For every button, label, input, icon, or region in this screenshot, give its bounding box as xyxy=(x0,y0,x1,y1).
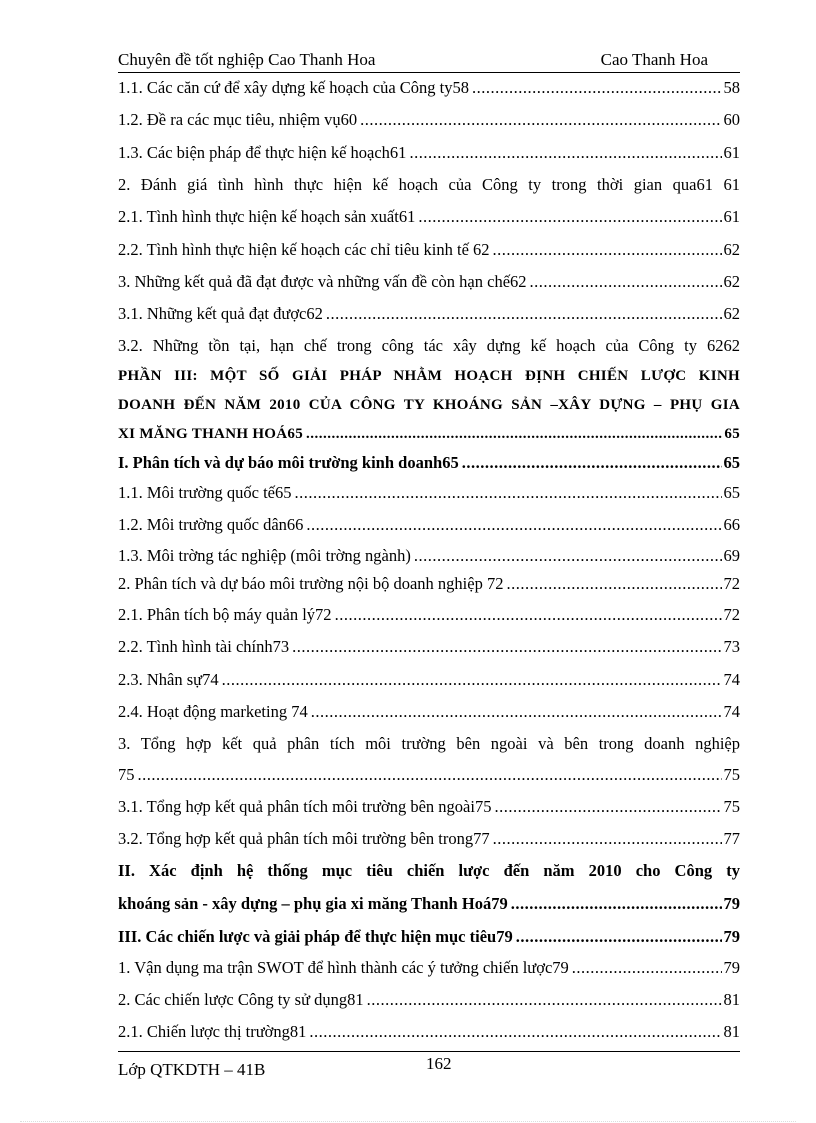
toc-entry[interactable]: 2.3. Nhân sự74 ..... 74 xyxy=(118,670,740,690)
toc-entry[interactable]: 2.1. Tình hình thực hiện kế hoạch sản xuất61 ..... 61 xyxy=(118,207,740,227)
toc-part-heading[interactable]: DOANH ĐẾN NĂM 2010 CỦA CÔNG TY KHOÁNG SẢN –XÂY DỰNG – PHỤ GIA xyxy=(118,397,740,413)
toc-entry[interactable]: 3. Những kết quả đã đạt được và những vấn đề còn hạn chế62 ..... 62 xyxy=(118,272,740,292)
toc-entry[interactable]: 3. Tổng hợp kết quả phân tích môi trường bên ngoài và bên trong doanh nghiệp xyxy=(118,734,740,753)
toc-entry[interactable]: 3.2. Tổng hợp kết quả phân tích môi trường bên trong77 ..... 77 xyxy=(118,829,740,849)
toc-entry[interactable]: 2.2. Tình hình tài chính73 ..... 73 xyxy=(118,637,740,657)
toc-entry[interactable]: 2.1. Chiến lược thị trường81 ..... 81 xyxy=(118,1022,740,1042)
toc-entry[interactable]: 2.2. Tình hình thực hiện kế hoạch các chỉ tiêu kinh tế 62 ..... 62 xyxy=(118,240,740,260)
toc-part-heading[interactable]: PHẦN III: MỘT SỐ GIẢI PHÁP NHẰM HOẠCH ĐỊNH CHIẾN LƯỢC KINH xyxy=(118,368,740,384)
toc-entry[interactable]: 1.3. Các biện pháp để thực hiện kế hoạch61 ..... 61 xyxy=(118,143,740,163)
toc-section-heading[interactable]: I. Phân tích và dự báo môi trường kinh doanh65 ..... 65 xyxy=(118,453,740,473)
toc-entry[interactable]: 2. Phân tích và dự báo môi trường nội bộ doanh nghiệp 72 ..... 72 xyxy=(118,574,740,594)
toc-section-heading[interactable]: khoáng sản - xây dựng – phụ gia xi măng Thanh Hoá79 ..... 79 xyxy=(118,894,740,914)
header-title: Chuyên đề tốt nghiệp Cao Thanh Hoa xyxy=(118,50,376,69)
page-edge-divider xyxy=(20,1121,796,1122)
toc-entry[interactable]: 2.1. Phân tích bộ máy quản lý72 ..... 72 xyxy=(118,605,740,625)
toc-part-heading[interactable]: XI MĂNG THANH HOÁ65 ..... 65 xyxy=(118,424,740,444)
footer-page-number: 162 xyxy=(426,1054,452,1073)
toc-entry[interactable]: 1. Vận dụng ma trận SWOT để hình thành các ý tưởng chiến lược79 ..... 79 xyxy=(118,958,740,978)
toc-entry[interactable]: 2. Các chiến lược Công ty sử dụng81 ..... 81 xyxy=(118,990,740,1010)
footer-class-label: Lớp QTKDTH – 41B xyxy=(118,1060,266,1079)
toc-entry[interactable]: 1.3. Môi trờng tác nghiệp (môi trờng ngành) ..... 69 xyxy=(118,546,740,566)
toc-entry[interactable]: 75 ..... 75 xyxy=(118,765,740,785)
toc-entry[interactable]: 2.4. Hoạt động marketing 74 ..... 74 xyxy=(118,702,740,722)
page-header xyxy=(118,50,740,73)
toc-section-heading[interactable]: III. Các chiến lược và giải pháp để thực hiện mục tiêu79 ..... 79 xyxy=(118,927,740,947)
toc-entry[interactable]: 3.2. Những tồn tại, hạn chế trong công tác xây dựng kế hoạch của Công ty 6262 xyxy=(118,336,740,355)
header-author: Cao Thanh Hoa xyxy=(600,50,708,69)
toc-section-heading[interactable]: II. Xác định hệ thống mục tiêu chiến lược đến năm 2010 cho Công ty xyxy=(118,861,740,880)
toc-entry[interactable]: 1.1. Các căn cứ để xây dựng kế hoạch của Công ty58 ..... 58 xyxy=(118,78,740,98)
page-footer xyxy=(118,1051,740,1079)
toc-entry[interactable]: 1.2. Môi trường quốc dân66 ..... 66 xyxy=(118,515,740,535)
toc-entry[interactable]: 1.2. Đề ra các mục tiêu, nhiệm vụ60 ..... 60 xyxy=(118,110,740,130)
toc-entry[interactable]: 1.1. Môi trường quốc tế65 ..... 65 xyxy=(118,483,740,503)
toc-entry[interactable]: 3.1. Những kết quả đạt được62 ..... 62 xyxy=(118,304,740,324)
toc-entry[interactable]: 3.1. Tổng hợp kết quả phân tích môi trường bên ngoài75 ..... 75 xyxy=(118,797,740,817)
toc-entry[interactable]: 2. Đánh giá tình hình thực hiện kế hoạch của Công ty trong thời gian qua61 61 xyxy=(118,175,740,194)
